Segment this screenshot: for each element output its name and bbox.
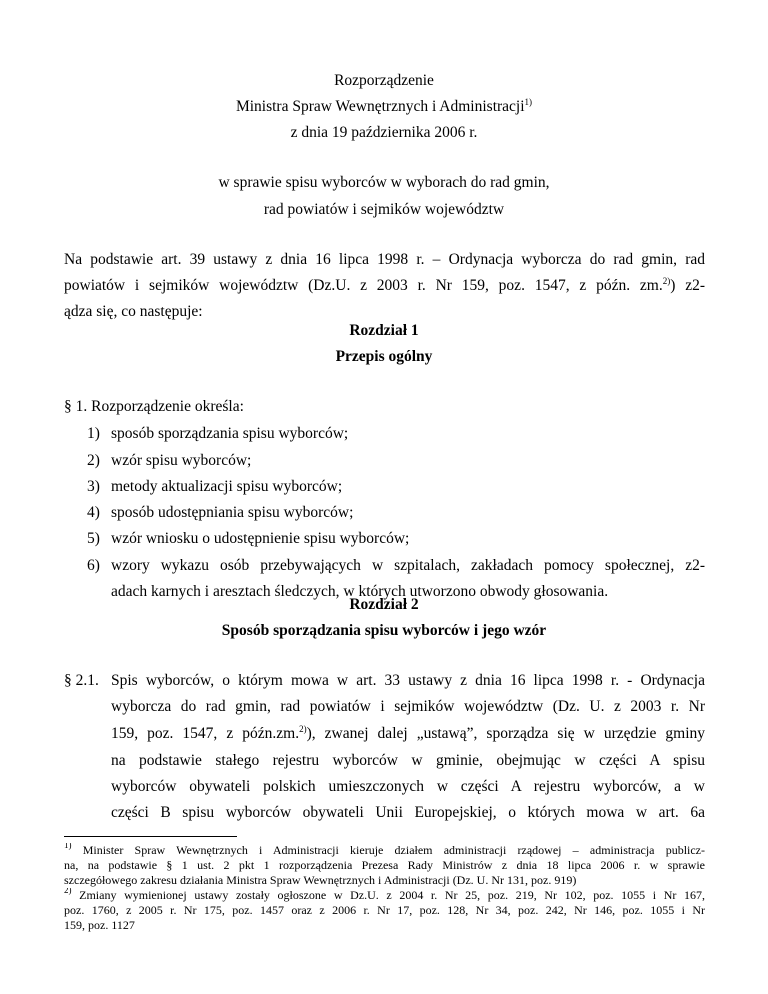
section-2-line-2: wyborcza do rad gmin, rad powiatów i sejmików województw (Dz. U. z 2003 r. Nr (111, 698, 705, 715)
section-2-label: § 2.1. (64, 672, 99, 689)
section-1-intro: § 1. Rozporządzenie określa: (64, 398, 244, 415)
section-2-line-4: na podstawie stałego rejestru wyborców w gminie, obejmując w części A spisu (111, 752, 705, 769)
footnote-2-line-2: poz. 1760, z 2005 r. Nr 175, poz. 1457 oraz z 2006 r. Nr 17, poz. 128, Nr 34, poz. 242, Nr 146, poz. 1055 i Nr (64, 903, 705, 917)
section-2-line-1: Spis wyborców, o którym mowa w art. 33 ustawy z dnia 16 lipca 1998 r. - Ordynacja (111, 672, 705, 689)
list-item-text: wzory wykazu osób przebywających w szpitalach, zakładach pomocy społecznej, z2- (111, 557, 705, 574)
document-subject-line-2: rad powiatów i sejmików województw (263, 201, 505, 218)
document-date: z dnia 19 października 2006 r. (290, 124, 478, 141)
chapter-2-title: Sposób sporządzania spisu wyborców i jego wzór (221, 622, 547, 639)
footnote-1-line-2: na, na podstawie § 1 ust. 2 pkt 1 rozporządzenia Prezesa Rady Ministrów z dnia 18 lipca 2006 r. w sprawie (64, 858, 705, 872)
list-item-text: sposób sporządzania spisu wyborców; (111, 425, 349, 442)
preamble-line-3: ądza się, co następuje: (64, 303, 203, 320)
footnote-1-line-3: szczegółowego zakresu działania Ministra Spraw Wewnętrznych i Administracji (Dz. U. Nr 131, poz. 919) (64, 873, 577, 887)
footnote-2-line-3: 159, poz. 1127 (64, 918, 135, 932)
section-2-line-3: 159, poz. 1547, z późn.zm.$^{2)}$), zwanej dalej „ustawą”, sporządza się w urzędzie gminy (111, 725, 705, 742)
footnote-1-mark: 1) (64, 843, 72, 850)
preamble-line-1: Na podstawie art. 39 ustawy z dnia 16 lipca 1998 r. – Ordynacja wyborcza do rad gmin, rad (64, 251, 705, 268)
section-2-line-5: wyborców obywateli polskich umieszczonych w części A rejestru wyborców, a w (111, 778, 705, 795)
list-item-number: 3) (87, 478, 100, 495)
document-title: Rozporządzenie (334, 72, 434, 89)
list-item-number: 2) (87, 452, 100, 469)
footnote-1-line-1: $^{1)}$ Minister Spraw Wewnętrznych i Administracji kieruje działem administracji rządowej – administracja publicz- (64, 843, 705, 858)
list-item-text: wzór spisu wyborców; (111, 452, 252, 469)
document-issuer: Ministra Spraw Wewnętrznych i Administracji$^{1)}$ (235, 97, 533, 115)
list-item-number: 4) (87, 504, 100, 521)
list-item-number: 6) (87, 557, 100, 574)
document-subject-line-1: w sprawie spisu wyborców w wyborach do rad gmin, (218, 174, 550, 191)
footnote-separator (64, 836, 237, 837)
chapter-2-number: Rozdział 2 (349, 596, 419, 613)
footnote-2-mark: 2) (64, 888, 72, 895)
list-item-number: 5) (87, 530, 100, 547)
list-item-text: metody aktualizacji spisu wyborców; (111, 478, 343, 495)
chapter-1-title: Przepis ogólny (335, 348, 433, 365)
list-item-continuation: adach karnych i aresztach śledczych, w których utworzono obwody głosowania. (111, 583, 609, 600)
section-2-line-6: części B spisu wyborców obywateli Unii Europejskiej, o których mowa w art. 6a (111, 804, 705, 821)
list-item-text: wzór wniosku o udostępnienie spisu wyborców; (111, 530, 410, 547)
list-item-text: sposób udostępniania spisu wyborców; (111, 504, 354, 521)
footnote-ref-1: 1) (524, 97, 533, 107)
list-item-number: 1) (87, 425, 100, 442)
preamble-line-2: powiatów i sejmików województw (Dz.U. z 2003 r. Nr 159, poz. 1547, z późn. zm.$^{2)}$) z2- (64, 277, 705, 294)
chapter-1-number: Rozdział 1 (349, 322, 419, 339)
footnote-2-line-1: $^{2)}$ Zmiany wymienionej ustawy zostały ogłoszone w Dz.U. z 2004 r. Nr 25, poz. 219, Nr 102, poz. 1055 i Nr 167, (64, 888, 705, 903)
